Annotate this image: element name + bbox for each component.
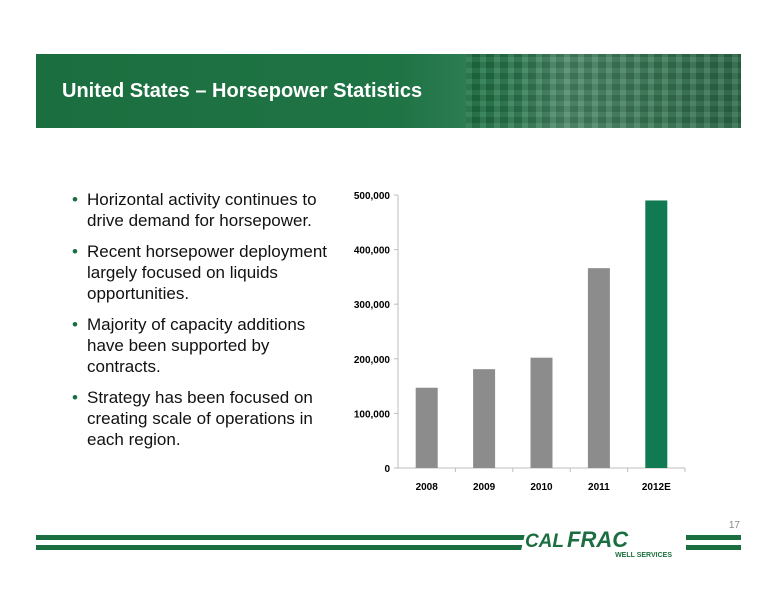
bullet-item — [72, 189, 332, 231]
footer-stripe-right-bottom — [686, 545, 741, 550]
bar-2008 — [416, 388, 438, 468]
bullet-item — [72, 314, 332, 377]
bar-2012e — [645, 200, 667, 468]
bullet-icon: • — [72, 388, 78, 407]
slide-title: United States – Horsepower Statistics — [62, 80, 423, 102]
x-tick-label: 2011 — [588, 482, 610, 493]
bar-2011 — [588, 268, 610, 468]
bullet-item — [72, 241, 332, 304]
bullet-text: Strategy has been focused on creating scale of operations in each region. — [87, 388, 313, 449]
bullet-text: Recent horsepower deployment largely focused on liquids opportunities. — [87, 242, 328, 303]
bullet-text: Horizontal activity continues to drive demand for horsepower. — [87, 190, 317, 230]
x-tick-label: 2010 — [530, 482, 553, 493]
bar-2010 — [531, 358, 553, 468]
page-number: 17 — [728, 520, 740, 531]
bullet-icon: • — [72, 190, 78, 209]
x-tick-label: 2008 — [415, 482, 438, 493]
bullet-icon: • — [72, 315, 78, 334]
bullet-list — [72, 189, 332, 460]
bullet-item — [72, 387, 332, 450]
footer-stripe-right-top — [686, 535, 741, 540]
y-tick-label: 200,000 — [353, 354, 390, 366]
title-banner — [36, 54, 741, 128]
logo-tagline: WELL SERVICES — [615, 552, 672, 559]
y-tick-label: 500,000 — [353, 191, 390, 202]
horsepower-bar-chart — [330, 180, 700, 500]
footer-stripe-bottom — [36, 545, 526, 550]
calfrac-logo — [520, 527, 688, 563]
logo-wordmark-left: CAL — [524, 531, 564, 552]
footer-stripe-top — [36, 535, 526, 540]
bar-2009 — [473, 369, 495, 468]
logo-wordmark-right: FRAC — [567, 527, 629, 552]
y-tick-label: 100,000 — [353, 409, 390, 421]
y-tick-label: 400,000 — [353, 245, 390, 257]
bullet-text: Majority of capacity additions have been supported by contracts. — [87, 315, 306, 376]
bullet-icon: • — [72, 242, 78, 261]
x-tick-label: 2009 — [472, 482, 496, 493]
banner-photo — [466, 54, 741, 128]
y-tick-label: 0 — [384, 464, 390, 475]
x-tick-label: 2012E — [641, 482, 671, 493]
y-tick-label: 300,000 — [353, 300, 390, 312]
